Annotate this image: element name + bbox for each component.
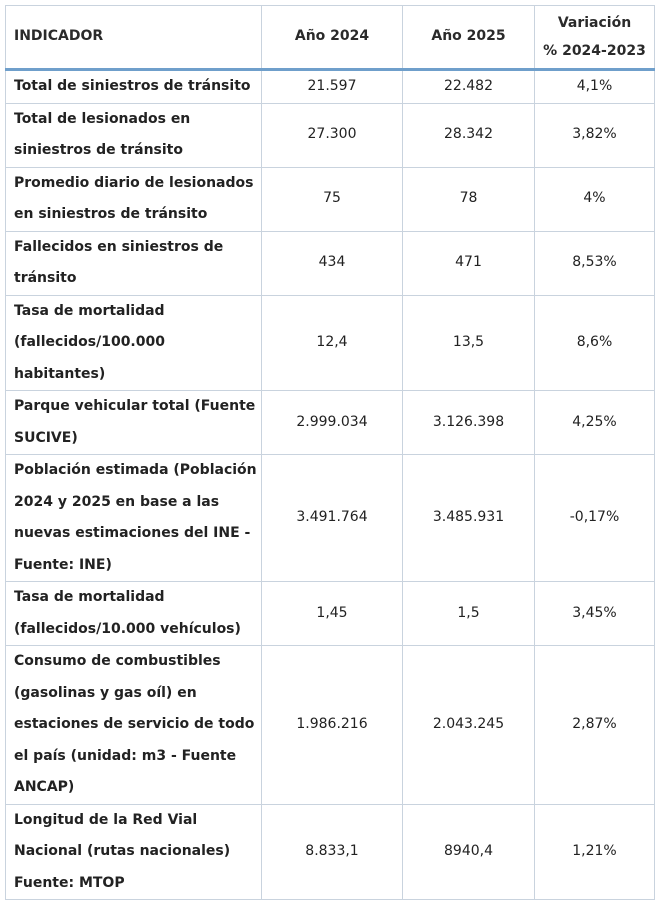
header-row (6, 6, 655, 70)
variation-cell: 2,87% (535, 646, 655, 805)
value-2025-cell: 1,5 (403, 582, 535, 646)
indicator-cell: Tasa de mortalidad (fallecidos/10.000 vehículos) (6, 582, 262, 646)
table-row (6, 646, 655, 805)
value-2024-cell: 75 (262, 167, 403, 231)
value-2025-cell: 8940,4 (403, 804, 535, 900)
value-2025-cell: 13,5 (403, 295, 535, 391)
value-2024-cell: 21.597 (262, 70, 403, 104)
variation-cell: 4,1% (535, 70, 655, 104)
variation-cell: 1,21% (535, 804, 655, 900)
table-row (6, 167, 655, 231)
variation-cell: 8,53% (535, 231, 655, 295)
header-variation (535, 6, 655, 70)
value-2025-cell: 471 (403, 231, 535, 295)
indicator-cell: Población estimada (Población 2024 y 2025 en base a las nuevas estimaciones del INE - Fuente: INE) (6, 455, 262, 582)
indicator-cell: Total de lesionados en siniestros de tránsito (6, 103, 262, 167)
value-2025-cell: 78 (403, 167, 535, 231)
table-row (6, 804, 655, 900)
indicator-cell: Promedio diario de lesionados en siniestros de tránsito (6, 167, 262, 231)
variation-cell: 8,6% (535, 295, 655, 391)
indicator-cell: Longitud de la Red Vial Nacional (rutas nacionales) Fuente: MTOP (6, 804, 262, 900)
table-row (6, 295, 655, 391)
value-2025-cell: 3.485.931 (403, 455, 535, 582)
value-2024-cell: 2.999.034 (262, 391, 403, 455)
value-2025-cell: 22.482 (403, 70, 535, 104)
indicator-cell: Fallecidos en siniestros de tránsito (6, 231, 262, 295)
indicator-cell: Consumo de combustibles (gasolinas y gas oíl) en estaciones de servicio de todo el país (unidad: m3 - Fuente ANCAP) (6, 646, 262, 805)
header-variation-line2: % 2024-2023 (543, 43, 646, 59)
table-row (6, 391, 655, 455)
indicator-cell: Total de siniestros de tránsito (6, 70, 262, 104)
table-row (6, 103, 655, 167)
variation-cell: 3,45% (535, 582, 655, 646)
table-row (6, 582, 655, 646)
header-year-2025: Año 2025 (403, 6, 535, 70)
table-row (6, 70, 655, 104)
variation-cell: 3,82% (535, 103, 655, 167)
indicator-cell: Parque vehicular total (Fuente SUCIVE) (6, 391, 262, 455)
value-2024-cell: 3.491.764 (262, 455, 403, 582)
value-2024-cell: 8.833,1 (262, 804, 403, 900)
value-2024-cell: 1,45 (262, 582, 403, 646)
value-2024-cell: 12,4 (262, 295, 403, 391)
value-2025-cell: 28.342 (403, 103, 535, 167)
table-row (6, 455, 655, 582)
value-2024-cell: 1.986.216 (262, 646, 403, 805)
table-row (6, 231, 655, 295)
value-2025-cell: 3.126.398 (403, 391, 535, 455)
value-2025-cell: 2.043.245 (403, 646, 535, 805)
variation-cell: 4% (535, 167, 655, 231)
value-2024-cell: 27.300 (262, 103, 403, 167)
header-indicator: INDICADOR (6, 6, 262, 70)
indicator-cell: Tasa de mortalidad (fallecidos/100.000 habitantes) (6, 295, 262, 391)
variation-cell: -0,17% (535, 455, 655, 582)
variation-cell: 4,25% (535, 391, 655, 455)
value-2024-cell: 434 (262, 231, 403, 295)
header-year-2024: Año 2024 (262, 6, 403, 70)
indicators-table (5, 5, 655, 900)
header-variation-line1: Variación (557, 15, 632, 31)
